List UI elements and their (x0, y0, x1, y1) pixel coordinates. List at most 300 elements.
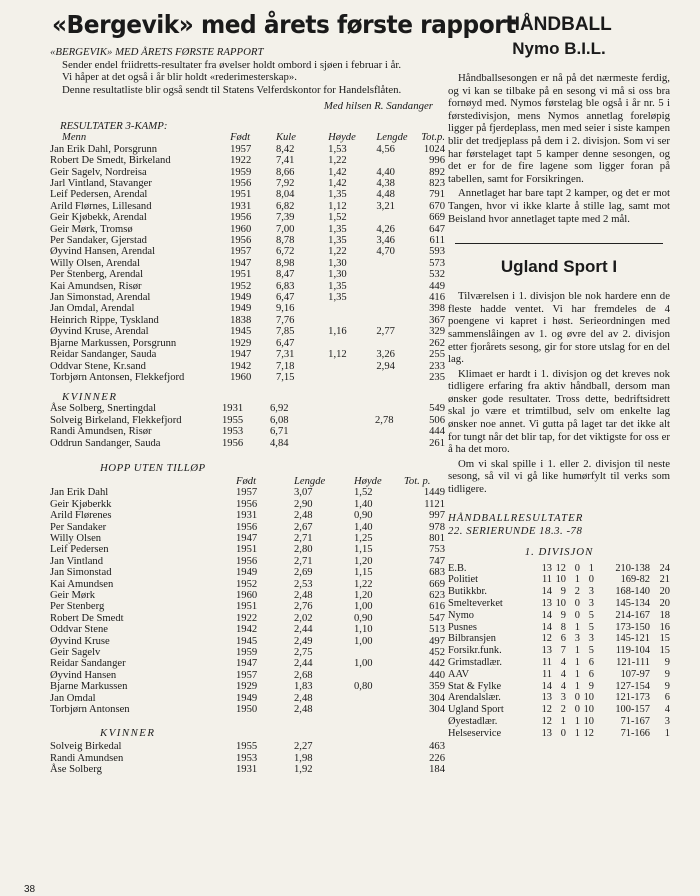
points: 21 (659, 574, 670, 586)
league-row (448, 586, 670, 598)
hoyde-value: 1,20 (354, 555, 373, 567)
losses: 10 (583, 715, 594, 727)
total-points: 367 (429, 314, 445, 326)
hoyde-value: 0,90 (354, 510, 373, 522)
points: 4 (664, 704, 670, 716)
goal-score: 71-166 (620, 727, 650, 739)
hoyde-value: 1,30 (328, 269, 347, 281)
intro-paragraph-3: Denne resultatliste blir også sendt til Statens Velferdskontor for Handelsflåten. (62, 83, 402, 96)
total-points: 1121 (424, 498, 445, 510)
hopp-result-row (50, 601, 445, 612)
hoyde-value: 1,15 (354, 544, 373, 556)
goal-score: 145-121 (615, 633, 650, 645)
birth-year: 1947 (230, 257, 252, 269)
kule-value: 7,92 (275, 178, 295, 189)
hoyde-value (354, 741, 404, 752)
kamp-result-row (50, 155, 445, 166)
birth-year: 1955 (222, 414, 244, 426)
handball-heading: HÅNDBALL (506, 14, 612, 35)
losses: 9 (588, 680, 594, 692)
kamp-result-row (50, 224, 445, 235)
hoyde-value: 1,52 (328, 212, 347, 224)
hoyde-value: 1,35 (328, 235, 347, 247)
athlete-name: Kai Amundsen (50, 578, 114, 590)
club2-paragraph-3: Om vi skal spille i 1. eller 2. divisjon til neste sesong, så vil vi gå like humørfylt til verks som tidligere. (448, 457, 670, 496)
athlete-name: Geir Mørk (50, 590, 96, 601)
lengde-value: 4,70 (376, 246, 395, 258)
losses: 3 (588, 633, 594, 645)
hopp-title: HOPP UTEN TILLØP (100, 461, 206, 474)
birth-year: 1949 (236, 692, 258, 704)
games-played: 11 (541, 668, 552, 680)
games-played: 13 (541, 562, 552, 574)
team-name: Øyestadlær. (448, 715, 498, 727)
draws: 0 (574, 692, 580, 704)
total-points: 255 (429, 349, 445, 361)
athlete-name: Solveig Birkedal (50, 741, 122, 753)
hoyde-value (354, 693, 404, 704)
birth-year: 1947 (230, 349, 252, 361)
draws: 1 (574, 657, 580, 668)
team-name: Ugland Sport (448, 704, 504, 716)
kamp-result-row (50, 315, 445, 326)
hoyde-value (354, 670, 404, 681)
lengde-value (376, 269, 421, 280)
club1-paragraph-1: Håndballsesongen er nå på det nærmeste ferdig, og vi kan se tilbake på en sesong vi må si oss bra fornøyd med. Nymos førstelag ble også i år nr. 5 i førstedivisjon, mens Nymos annetlag foreløpig ligger på fjerdeplass, men med seier i siste kampen blir det tredjeplass på dem i 2. divisjon. Som vi ser har førstelaget tapt 5 kamper denne sesongen, og det er for de fire lagene som ligger foran på tabellen, samt for Forsikringen. (448, 72, 670, 185)
hopp-result-row (50, 522, 445, 533)
hoyde-value (325, 415, 375, 426)
hoyde-value (354, 753, 404, 764)
hoyde-value: 1,20 (354, 590, 373, 601)
kamp-result-row (50, 281, 445, 292)
article-intro (50, 46, 445, 96)
goal-score: 168-140 (615, 586, 650, 598)
lengde-value: 2,69 (294, 567, 313, 579)
total-points: 261 (429, 437, 445, 449)
league-row (448, 574, 670, 586)
hopp-women-table (50, 741, 445, 775)
total-points: 506 (429, 414, 445, 426)
losses: 6 (588, 657, 594, 668)
total-points: 444 (429, 426, 445, 438)
points: 15 (659, 633, 670, 645)
birth-year: 1945 (230, 326, 252, 338)
league-row (448, 669, 670, 681)
league-row (448, 598, 670, 610)
total-points: 329 (429, 326, 445, 338)
intro-paragraph-1: Sender endel friidretts-resultater fra øvelser holdt ombord i sjøen i februar i år. (62, 58, 402, 71)
points: 1 (664, 727, 670, 739)
hopp-result-row (50, 741, 445, 752)
hoyde-value: 1,30 (328, 257, 347, 269)
team-name: Bilbransjen (448, 633, 496, 645)
goal-score: 121-173 (615, 692, 650, 704)
total-points: 513 (429, 624, 445, 636)
hopp-result-row (50, 764, 445, 775)
athlete-name: Bjarne Markussen, Porsgrunn (50, 337, 177, 349)
wins: 0 (560, 727, 566, 739)
hopp-result-row (50, 556, 445, 567)
athlete-name: Randi Amundsen, Risør (50, 426, 152, 438)
league-row (448, 645, 670, 657)
total-points: 1449 (423, 487, 445, 499)
hopp-result-row (50, 624, 445, 635)
games-played: 14 (541, 586, 552, 598)
total-points: 532 (429, 269, 445, 281)
hoyde-value: 1,22 (354, 578, 373, 590)
league-row (448, 728, 670, 740)
kamp-result-row (50, 303, 445, 314)
lengde-value (376, 303, 421, 314)
draws: 0 (574, 598, 580, 610)
games-played: 13 (541, 598, 552, 610)
league-row (448, 610, 670, 622)
lengde-value: 2,68 (294, 669, 313, 681)
birth-year: 1960 (236, 590, 258, 601)
birth-year: 1922 (236, 612, 258, 624)
birth-year: 1953 (222, 426, 244, 438)
hopp-result-row (50, 704, 445, 715)
league-table (448, 563, 670, 740)
athlete-name: Willy Olsen (50, 532, 102, 544)
hopp-result-row (50, 753, 445, 764)
athlete-name: Geir Kjøbekk, Arendal (50, 212, 147, 224)
hoyde-value: 1,00 (354, 658, 373, 670)
athlete-name: Oddvar Stene, Kr.sand (50, 360, 146, 372)
article-headline: «Bergevik» med årets første rapport (52, 10, 516, 39)
total-points: 593 (429, 246, 445, 258)
hopp-header-lengde: Lengde (294, 475, 326, 487)
birth-year: 1922 (230, 155, 252, 167)
total-points: 304 (429, 692, 445, 704)
athlete-name: Willy Olsen, Arendal (50, 257, 140, 269)
total-points: 497 (429, 635, 445, 647)
athlete-name: Per Sandaker (50, 521, 107, 533)
kamp-women-table (50, 403, 445, 449)
kule-value: 8,47 (275, 269, 295, 281)
lengde-value (376, 292, 421, 303)
wins: 10 (555, 574, 566, 586)
league-row (448, 657, 670, 669)
league-row (448, 716, 670, 728)
lengde-value: 3,21 (376, 200, 395, 212)
kamp-result-row (50, 258, 445, 269)
losses: 0 (588, 574, 594, 586)
hopp-result-row (50, 658, 445, 669)
kamp-result-row (50, 269, 445, 280)
athlete-name: Jan Vintland (50, 555, 104, 567)
total-points: 611 (429, 235, 445, 247)
losses: 5 (588, 621, 594, 633)
hopp-result-row (50, 579, 445, 590)
total-points: 978 (429, 521, 445, 533)
league-row (448, 622, 670, 634)
kule-value: 6,72 (275, 246, 295, 258)
club2-paragraph-2: Klimaet er hardt i 1. divisjon og det kreves nok tidligere erfaring fra aktiv håndball, dersom man ønsker gode resultater. Tross dette, bedriftsidrett skal jo være et trimtilbud, selv om enkelte lag ønsker noe annet. Vi gutta på laget tar det ikke alt for tungt når det blir tap, for det viktigste for oss er å ha det moro. (448, 367, 670, 456)
athlete-name: Åse Solberg (50, 764, 102, 776)
kamp-header-row (50, 132, 445, 143)
draws: 1 (574, 715, 580, 727)
hopp-result-row (50, 544, 445, 555)
total-points: 549 (429, 403, 445, 415)
kamp-header-kule: Kule (275, 132, 296, 144)
kamp-result-row (50, 144, 445, 155)
hoyde-value: 1,35 (328, 280, 347, 292)
team-name: Pusnes (448, 621, 477, 633)
total-points: 647 (429, 223, 445, 235)
athlete-name: Arild Flørenes (50, 510, 112, 522)
hopp-women-title: KVINNER (100, 727, 156, 740)
hopp-result-row (50, 567, 445, 578)
club2-heading: Ugland Sport I (500, 257, 618, 277)
total-points: 892 (429, 166, 445, 178)
points: 24 (659, 562, 670, 574)
team-name: Grimstadlær. (448, 657, 502, 668)
draws: 2 (574, 586, 580, 598)
hoyde-value: 1,22 (328, 246, 347, 258)
lengde-value: 2,48 (294, 692, 313, 704)
athlete-name: Jan Omdal (50, 692, 96, 704)
kule-value: 6,82 (275, 200, 295, 212)
league-row (448, 633, 670, 645)
hopp-result-row (50, 510, 445, 521)
kule-value: 6,47 (275, 337, 295, 349)
games-played: 14 (541, 680, 552, 692)
intro-title: «BERGEVIK» MED ÅRETS FØRSTE RAPPORT (50, 46, 264, 58)
hopp-result-row (50, 636, 445, 647)
lengde-value: 4,38 (376, 178, 395, 189)
section-divider (455, 243, 663, 244)
hopp-result-row (50, 613, 445, 624)
hopp-result-row (50, 681, 445, 692)
birth-year: 1838 (230, 314, 252, 326)
kamp-header-total: Tot.p. (421, 132, 445, 144)
birth-year: 1956 (236, 521, 258, 533)
goal-score: 169-82 (620, 574, 650, 586)
wins: 10 (555, 598, 566, 610)
games-played: 12 (541, 633, 552, 645)
hopp-result-row (50, 693, 445, 704)
team-name: Helseservice (448, 727, 502, 739)
league-row (448, 704, 670, 716)
total-points: 262 (429, 337, 445, 349)
athlete-name: Jan Erik Dahl, Porsgrunn (50, 143, 158, 155)
kule-value: 6,47 (275, 292, 295, 304)
goal-score: 145-134 (615, 598, 650, 610)
lengde-value: 3,46 (376, 235, 395, 247)
lengde-value: 2,27 (294, 741, 313, 753)
birth-year: 1931 (236, 764, 258, 776)
birth-year: 1952 (230, 280, 252, 292)
hopp-header-total: Tot. p. (404, 475, 431, 487)
kamp-result-row (50, 426, 445, 437)
birth-year: 1959 (230, 166, 252, 178)
athlete-name: Geir Sagelv (50, 647, 101, 659)
goal-score: 119-104 (615, 645, 650, 657)
goal-score: 71-167 (620, 715, 650, 727)
kamp-result-row (50, 438, 445, 449)
total-points: 359 (429, 681, 445, 693)
lengde-value: 2,67 (294, 521, 313, 533)
team-name: Forsikr.funk. (448, 645, 502, 657)
athlete-name: Solveig Birkeland, Flekkefjord (50, 414, 182, 426)
total-points: 463 (429, 741, 445, 753)
losses: 6 (588, 668, 594, 680)
kule-value: 6,92 (270, 403, 289, 415)
draws: 1 (574, 621, 580, 633)
hoyde-value: 1,22 (328, 155, 347, 167)
birth-year: 1949 (236, 567, 258, 579)
birth-year: 1956 (222, 437, 244, 449)
hoyde-value: 1,10 (354, 624, 373, 636)
kamp-result-row (50, 292, 445, 303)
kamp-result-row (50, 178, 445, 189)
games-played: 11 (541, 657, 552, 668)
draws: 1 (574, 680, 580, 692)
birth-year: 1959 (236, 647, 258, 659)
games-played: 14 (541, 609, 552, 621)
losses: 3 (588, 598, 594, 610)
kamp-result-row (50, 372, 445, 383)
handball-results-subtitle: 22. SERIERUNDE 18.3. -78 (448, 524, 583, 537)
goal-score: 100-157 (615, 704, 650, 716)
athlete-name: Jan Simonstad, Arendal (50, 292, 151, 304)
league-row (448, 681, 670, 693)
games-played: 12 (541, 715, 552, 727)
birth-year: 1947 (236, 532, 258, 544)
birth-year: 1951 (230, 269, 252, 281)
hopp-result-row (50, 590, 445, 601)
athlete-name: Heinrich Rippe, Tyskland (50, 314, 159, 326)
lengde-value: 2,90 (294, 498, 313, 510)
birth-year: 1929 (230, 337, 252, 349)
goal-score: 107-97 (620, 668, 650, 680)
points: 20 (659, 598, 670, 610)
games-played: 13 (541, 645, 552, 657)
hopp-men-body (50, 487, 445, 715)
birth-year: 1953 (236, 752, 258, 764)
hoyde-value: 1,00 (354, 635, 373, 647)
page-number: 38 (24, 884, 36, 895)
birth-year: 1956 (230, 235, 252, 247)
lengde-value (375, 403, 421, 414)
birth-year: 1931 (236, 510, 258, 522)
total-points: 226 (429, 752, 445, 764)
hoyde-value (328, 372, 376, 383)
total-points: 416 (429, 292, 445, 304)
athlete-name: Jarl Vintland, Stavanger (50, 178, 152, 189)
kule-value: 7,00 (275, 223, 295, 235)
kule-value: 7,76 (275, 314, 295, 326)
games-played: 11 (541, 574, 552, 586)
hopp-women-body (50, 741, 445, 775)
athlete-name: Øyvind Kruse, Arendal (50, 326, 149, 338)
hoyde-value: 1,40 (354, 521, 373, 533)
division-title: 1. DIVISJON (524, 545, 594, 558)
lengde-value: 4,48 (376, 189, 395, 201)
total-points: 791 (429, 189, 445, 201)
kule-value: 8,66 (275, 166, 295, 178)
league-row (448, 692, 670, 704)
goal-score: 214-167 (615, 609, 650, 621)
total-points: 670 (429, 200, 445, 212)
total-points: 823 (429, 178, 445, 189)
points: 9 (664, 680, 670, 692)
lengde-value: 2,48 (294, 590, 313, 601)
athlete-name: Geir Sagelv, Nordreisa (50, 166, 147, 178)
hoyde-value (328, 361, 376, 372)
hoyde-value (325, 403, 375, 414)
hopp-result-row (50, 533, 445, 544)
wins: 9 (560, 586, 566, 598)
birth-year: 1949 (230, 303, 252, 315)
team-name: Politiet (448, 574, 479, 586)
birth-year: 1951 (236, 601, 258, 613)
lengde-value: 2,02 (294, 612, 313, 624)
wins: 4 (560, 680, 566, 692)
birth-year: 1957 (236, 669, 258, 681)
total-points: 747 (429, 555, 445, 567)
birth-year: 1957 (230, 143, 252, 155)
wins: 6 (560, 633, 566, 645)
total-points: 616 (429, 601, 445, 613)
goal-score: 127-154 (615, 680, 650, 692)
points: 16 (659, 621, 670, 633)
lengde-value (376, 372, 421, 383)
athlete-name: Åse Solberg, Snertingdal (50, 403, 157, 415)
birth-year: 1960 (230, 223, 252, 235)
birth-year: 1929 (236, 681, 258, 693)
athlete-name: Randi Amundsen (50, 752, 124, 764)
hoyde-value: 1,53 (328, 143, 347, 155)
kamp-men-body (50, 144, 445, 384)
draws: 3 (574, 633, 580, 645)
total-points: 398 (429, 303, 445, 315)
total-points: 235 (429, 371, 445, 383)
athlete-name: Øyvind Hansen (50, 669, 117, 681)
lengde-value: 2,75 (294, 647, 313, 659)
kamp-result-row (50, 201, 445, 212)
kamp-women-body (50, 403, 445, 449)
lengde-value: 4,40 (376, 166, 395, 178)
birth-year: 1955 (236, 741, 258, 753)
hopp-result-row (50, 670, 445, 681)
lengde-value: 2,53 (294, 578, 313, 590)
points: 20 (659, 586, 670, 598)
kule-value: 6,83 (275, 280, 295, 292)
athlete-name: Reidar Sandanger (50, 658, 126, 670)
team-name: Arendalslær. (448, 692, 501, 704)
hoyde-value: 0,80 (354, 681, 373, 693)
league-body (448, 563, 670, 740)
hopp-men-table (50, 476, 445, 716)
kamp-result-row (50, 326, 445, 337)
kamp-result-row (50, 246, 445, 257)
lengde-value: 2,44 (294, 624, 313, 636)
kule-value: 6,71 (270, 426, 289, 438)
athlete-name: Robert De Smedt, Birkeland (50, 155, 171, 167)
hoyde-value: 1,42 (328, 166, 347, 178)
intro-paragraph-2: Vi håper at det også i år blir holdt «rederimesterskap». (62, 71, 298, 84)
right-column (448, 8, 670, 740)
kamp-result-row (50, 349, 445, 360)
athlete-name: Per Stenberg (50, 601, 105, 613)
total-points: 184 (429, 764, 445, 776)
total-points: 997 (429, 510, 445, 522)
games-played: 13 (541, 727, 552, 739)
total-points: 1024 (423, 143, 445, 155)
kamp-result-row (50, 415, 445, 426)
